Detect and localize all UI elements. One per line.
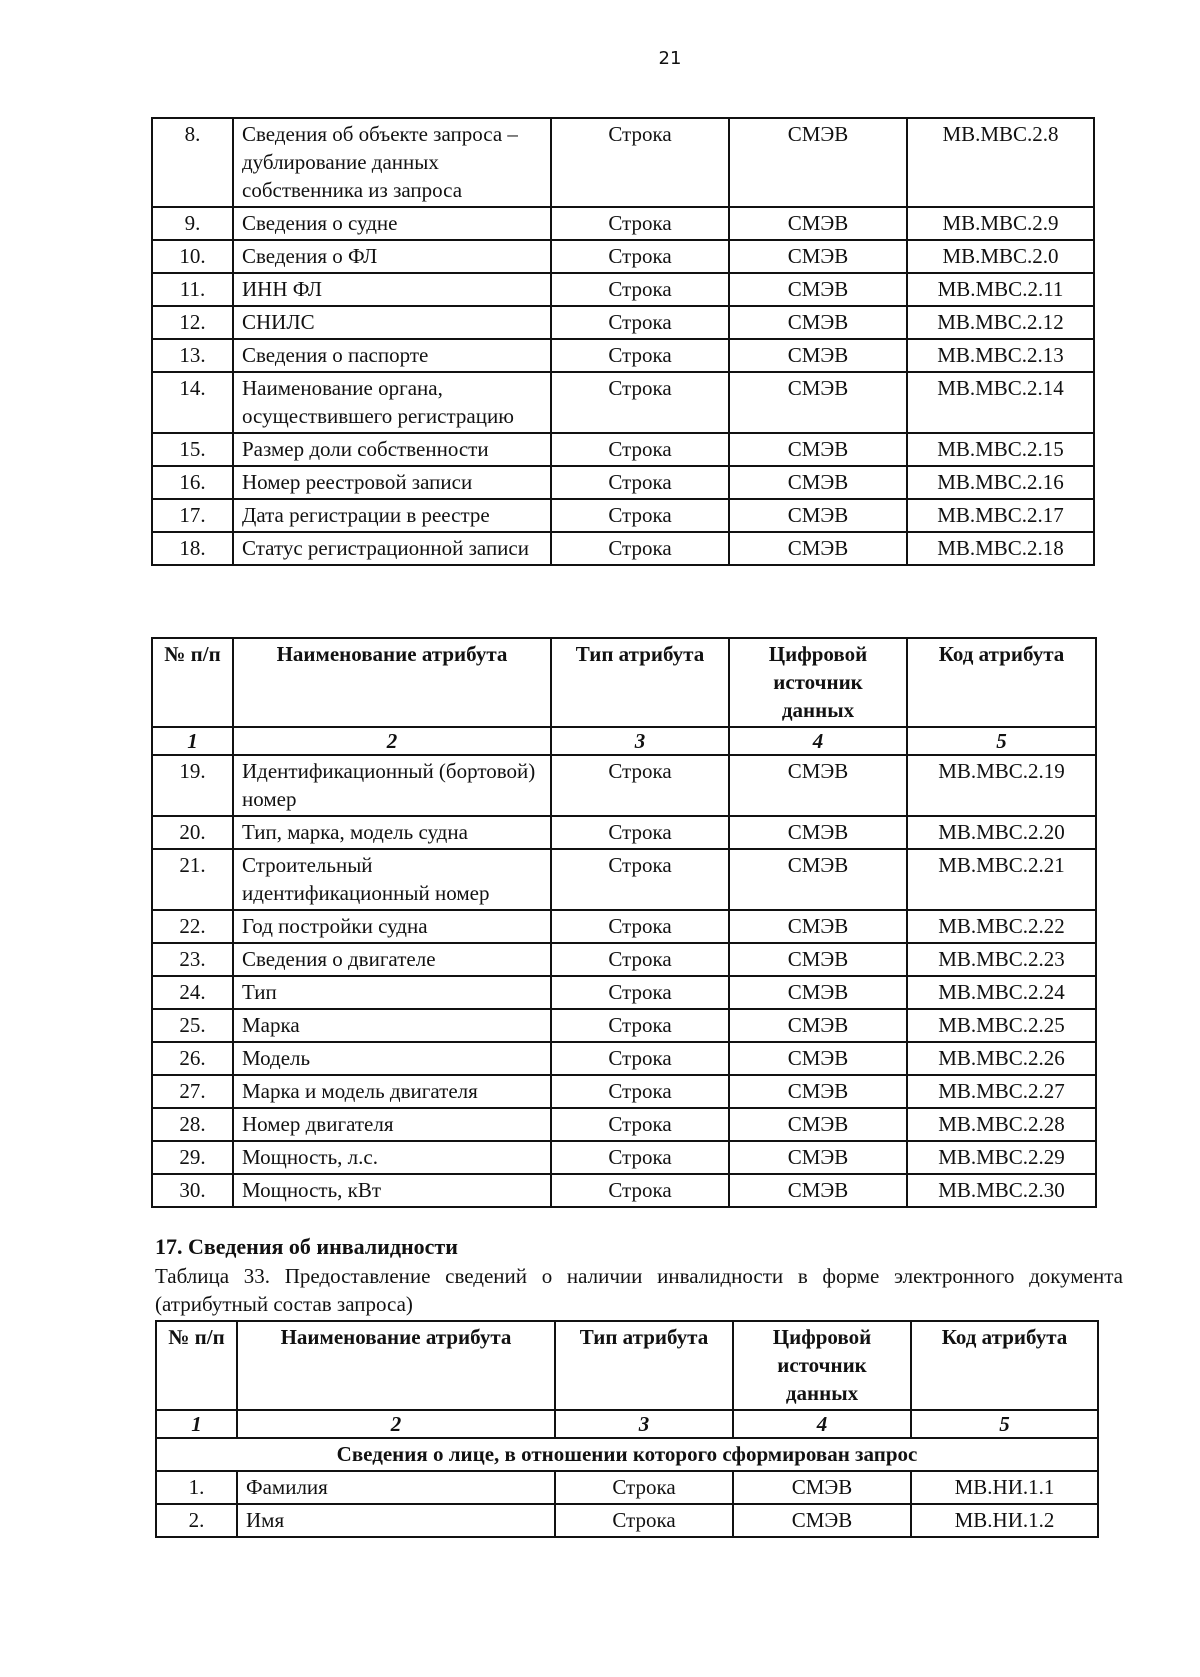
attribute-name: Тип [233,976,551,1009]
row-number: 19. [152,755,233,816]
table-row [152,306,1094,339]
table-row [152,1075,1096,1108]
table-row [152,1108,1096,1141]
table-body [156,1438,1098,1537]
attribute-type: Строка [551,1108,729,1141]
header-name: Наименование атрибута [233,638,551,727]
index-cell: 1 [152,727,233,755]
table-row [152,816,1096,849]
row-number: 18. [152,532,233,565]
table-row [156,1504,1098,1537]
attribute-name: Сведения об объекте запроса – дублирование данных собственника из запроса [233,118,551,207]
data-source: СМЭВ [729,816,907,849]
header-code: Код атрибута [907,638,1096,727]
attribute-code: МВ.МВС.2.0 [907,240,1094,273]
data-source: СМЭВ [729,1075,907,1108]
data-source: СМЭВ [729,118,907,207]
table-row [152,207,1094,240]
attribute-name: Статус регистрационной записи [233,532,551,565]
data-source: СМЭВ [729,910,907,943]
attribute-type: Строка [551,755,729,816]
attribute-code: МВ.НИ.1.1 [911,1471,1098,1504]
table-row [152,755,1096,816]
attribute-name: Дата регистрации в реестре [233,499,551,532]
attribute-name: Сведения о судне [233,207,551,240]
attribute-code: МВ.МВС.2.28 [907,1108,1096,1141]
attribute-code: МВ.МВС.2.26 [907,1042,1096,1075]
attribute-code: МВ.МВС.2.27 [907,1075,1096,1108]
attribute-name: Сведения о паспорте [233,339,551,372]
attribute-name: Размер доли собственности [233,433,551,466]
attribute-name: Мощность, кВт [233,1174,551,1207]
table-row [152,466,1094,499]
attribute-name: Номер двигателя [233,1108,551,1141]
attribute-name: Год постройки судна [233,910,551,943]
vessel-attributes-table [151,637,1097,1208]
attribute-code: МВ.МВС.2.16 [907,466,1094,499]
table-row [152,433,1094,466]
row-number: 14. [152,372,233,433]
index-cell: 3 [551,727,729,755]
row-number: 27. [152,1075,233,1108]
attribute-type: Строка [551,1009,729,1042]
attribute-code: МВ.МВС.2.24 [907,976,1096,1009]
attribute-code: МВ.МВС.2.29 [907,1141,1096,1174]
table-body [152,755,1096,1207]
table-row [152,1141,1096,1174]
header-num: № п/п [152,638,233,727]
section-heading: 17. Сведения об инвалидности [155,1234,458,1259]
attribute-code: МВ.МВС.2.22 [907,910,1096,943]
data-source: СМЭВ [729,433,907,466]
attribute-type: Строка [551,118,729,207]
index-cell: 4 [733,1410,911,1438]
data-source: СМЭВ [733,1504,911,1537]
attribute-type: Строка [551,273,729,306]
attribute-type: Строка [555,1504,733,1537]
index-cell: 5 [911,1410,1098,1438]
attribute-type: Строка [551,532,729,565]
table-body [152,118,1094,565]
attribute-type: Строка [551,466,729,499]
attribute-type: Строка [551,240,729,273]
index-cell: 1 [156,1410,237,1438]
attribute-code: МВ.МВС.2.19 [907,755,1096,816]
table-row [152,943,1096,976]
data-source: СМЭВ [729,466,907,499]
table-row [152,1042,1096,1075]
column-index-row [152,727,1096,755]
data-source: СМЭВ [729,532,907,565]
table-row [152,1174,1096,1207]
attribute-code: МВ.МВС.2.13 [907,339,1094,372]
row-number: 2. [156,1504,237,1537]
row-number: 11. [152,273,233,306]
table-row [152,849,1096,910]
row-number: 20. [152,816,233,849]
table-row [152,273,1094,306]
table-row [152,118,1094,207]
table-row [152,240,1094,273]
attribute-type: Строка [551,1075,729,1108]
index-cell: 4 [729,727,907,755]
header-source: Цифровой источник данных [733,1321,911,1410]
header-row [152,638,1096,727]
header-num: № п/п [156,1321,237,1410]
row-number: 8. [152,118,233,207]
disability-attributes-table [155,1320,1099,1538]
index-cell: 3 [555,1410,733,1438]
attribute-type: Строка [551,433,729,466]
header-type: Тип атрибута [551,638,729,727]
table-row [152,1009,1096,1042]
data-source: СМЭВ [729,207,907,240]
data-source: СМЭВ [729,372,907,433]
index-cell: 2 [233,727,551,755]
attribute-type: Строка [551,499,729,532]
row-number: 30. [152,1174,233,1207]
section-row-label: Сведения о лице, в отношении которого сформирован запрос [156,1438,1098,1471]
attribute-type: Строка [551,976,729,1009]
attribute-type: Строка [551,1042,729,1075]
attribute-name: Идентификационный (бортовой) номер [233,755,551,816]
attribute-name: СНИЛС [233,306,551,339]
attribute-name: Тип, марка, модель судна [233,816,551,849]
data-source: СМЭВ [729,1141,907,1174]
table-row [152,499,1094,532]
attribute-name: Имя [237,1504,555,1537]
attribute-type: Строка [551,306,729,339]
data-source: СМЭВ [729,306,907,339]
attribute-code: МВ.МВС.2.17 [907,499,1094,532]
table-row [152,372,1094,433]
attribute-code: МВ.МВС.2.25 [907,1009,1096,1042]
attribute-type: Строка [551,207,729,240]
data-source: СМЭВ [729,1009,907,1042]
row-number: 13. [152,339,233,372]
row-number: 29. [152,1141,233,1174]
header-source: Цифровой источник данных [729,638,907,727]
attribute-code: МВ.МВС.2.14 [907,372,1094,433]
attribute-code: МВ.МВС.2.15 [907,433,1094,466]
header-name: Наименование атрибута [237,1321,555,1410]
attribute-name: Модель [233,1042,551,1075]
column-index-row [156,1410,1098,1438]
table-caption: Таблица 33. Предоставление сведений о наличии инвалидности в форме электронного документа (атрибутный состав запроса) [155,1264,1123,1316]
attribute-name: Мощность, л.с. [233,1141,551,1174]
row-number: 15. [152,433,233,466]
header-code: Код атрибута [911,1321,1098,1410]
attribute-name: Марка [233,1009,551,1042]
data-source: СМЭВ [729,240,907,273]
vessel-attributes-table-continued [151,117,1095,566]
attribute-type: Строка [551,849,729,910]
data-source: СМЭВ [729,339,907,372]
header-row [156,1321,1098,1410]
row-number: 24. [152,976,233,1009]
table-row [152,910,1096,943]
data-source: СМЭВ [729,1174,907,1207]
section-row [156,1438,1098,1471]
data-source: СМЭВ [729,755,907,816]
index-cell: 5 [907,727,1096,755]
row-number: 23. [152,943,233,976]
attribute-type: Строка [551,339,729,372]
data-source: СМЭВ [729,976,907,1009]
attribute-type: Строка [551,910,729,943]
attribute-name: Марка и модель двигателя [233,1075,551,1108]
data-source: СМЭВ [729,849,907,910]
attribute-type: Строка [551,943,729,976]
data-source: СМЭВ [733,1471,911,1504]
attribute-type: Строка [551,372,729,433]
row-number: 28. [152,1108,233,1141]
attribute-name: Строительный идентификационный номер [233,849,551,910]
attribute-code: МВ.МВС.2.30 [907,1174,1096,1207]
row-number: 10. [152,240,233,273]
data-source: СМЭВ [729,273,907,306]
row-number: 21. [152,849,233,910]
attribute-name: Номер реестровой записи [233,466,551,499]
attribute-type: Строка [551,816,729,849]
attribute-name: Сведения о ФЛ [233,240,551,273]
attribute-code: МВ.МВС.2.23 [907,943,1096,976]
attribute-name: ИНН ФЛ [233,273,551,306]
row-number: 25. [152,1009,233,1042]
attribute-code: МВ.МВС.2.21 [907,849,1096,910]
attribute-code: МВ.МВС.2.8 [907,118,1094,207]
table-row [156,1471,1098,1504]
data-source: СМЭВ [729,499,907,532]
index-cell: 2 [237,1410,555,1438]
attribute-code: МВ.НИ.1.2 [911,1504,1098,1537]
attribute-code: МВ.МВС.2.12 [907,306,1094,339]
table-row [152,976,1096,1009]
attribute-code: МВ.МВС.2.18 [907,532,1094,565]
table-row [152,339,1094,372]
data-source: СМЭВ [729,1108,907,1141]
attribute-name: Наименование органа, осуществившего регистрацию [233,372,551,433]
row-number: 1. [156,1471,237,1504]
row-number: 22. [152,910,233,943]
table-row [152,532,1094,565]
attribute-code: МВ.МВС.2.20 [907,816,1096,849]
attribute-code: МВ.МВС.2.9 [907,207,1094,240]
data-source: СМЭВ [729,1042,907,1075]
attribute-type: Строка [551,1141,729,1174]
row-number: 17. [152,499,233,532]
data-source: СМЭВ [729,943,907,976]
attribute-name: Фамилия [237,1471,555,1504]
attribute-type: Строка [551,1174,729,1207]
row-number: 16. [152,466,233,499]
header-type: Тип атрибута [555,1321,733,1410]
row-number: 9. [152,207,233,240]
row-number: 12. [152,306,233,339]
attribute-code: МВ.МВС.2.11 [907,273,1094,306]
page-number: 21 [658,48,682,69]
attribute-name: Сведения о двигателе [233,943,551,976]
attribute-type: Строка [555,1471,733,1504]
row-number: 26. [152,1042,233,1075]
